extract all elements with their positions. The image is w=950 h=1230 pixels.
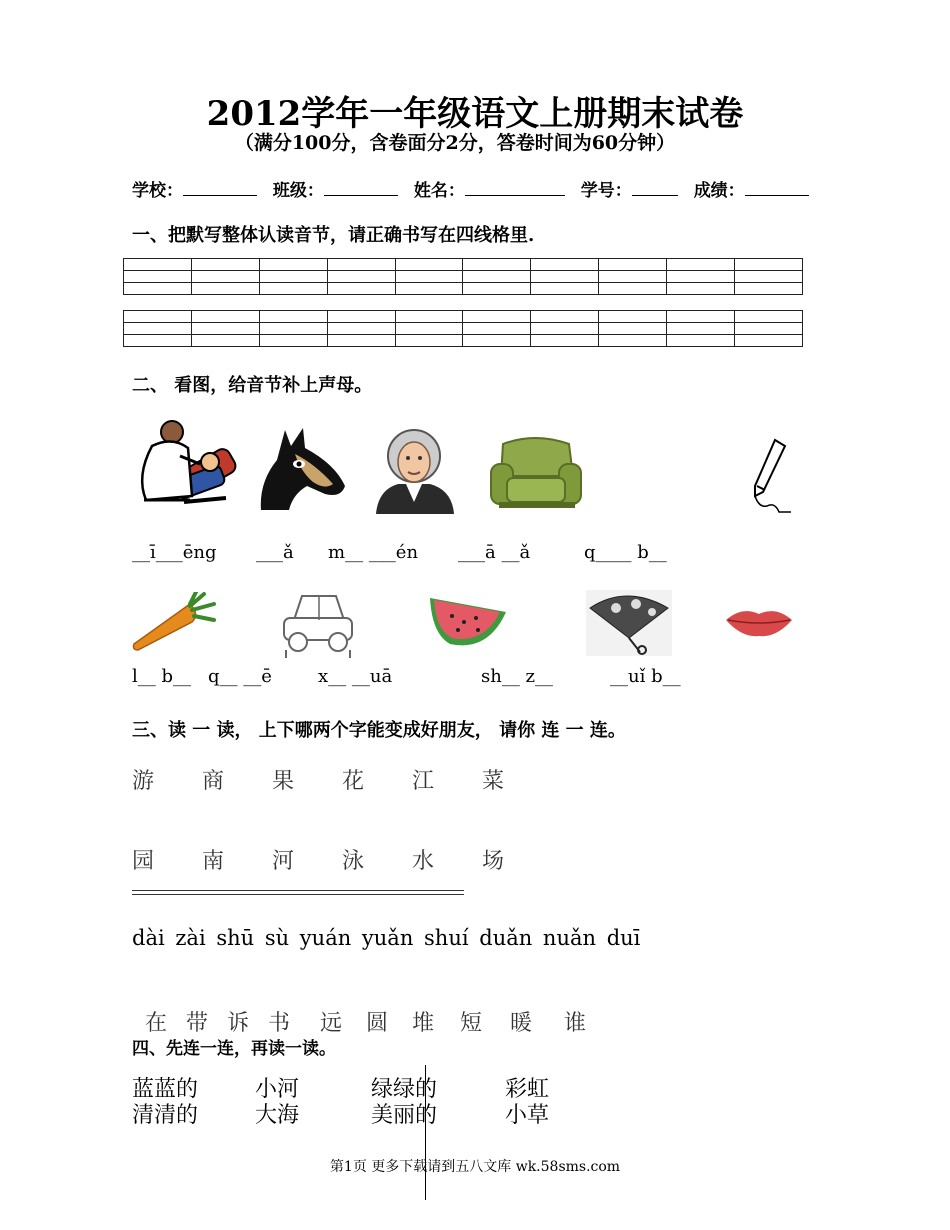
fan-figure [586, 590, 672, 656]
watermelon-figure [428, 594, 508, 650]
pinyin-blank-item[interactable]: ___ā __ǎ [458, 542, 531, 563]
char-item[interactable]: 游 [132, 769, 155, 794]
char-item[interactable]: 菜 [482, 769, 505, 794]
section3-heading: 三、读 一 读， 上下哪两个字能变成好朋友， 请你 连 一 连。 [132, 720, 626, 741]
name-blank[interactable] [465, 181, 565, 196]
char-item[interactable]: 谁 [564, 1011, 587, 1036]
number-blank[interactable] [632, 181, 678, 196]
student-info-line [132, 176, 809, 201]
sofa-figure [489, 434, 584, 512]
char-item[interactable]: 商 [202, 769, 225, 794]
school-blank[interactable] [183, 181, 257, 196]
char-item[interactable]: 带 [186, 1011, 209, 1036]
score-label: 成绩： [693, 181, 745, 201]
char-item[interactable]: 江 [412, 769, 435, 794]
char-item[interactable]: 南 [202, 849, 225, 874]
lips-figure [724, 606, 794, 638]
word-item[interactable]: 绿绿的 [371, 1077, 438, 1102]
class-blank[interactable] [324, 181, 398, 196]
washington-figure [372, 424, 457, 514]
double-divider [132, 890, 464, 895]
char-item[interactable]: 泳 [342, 849, 365, 874]
section1-heading: 一、把默写整体认读音节，请正确书写在四线格里. [132, 225, 535, 246]
pinyin-blank-item[interactable]: x__ __uā [318, 666, 393, 687]
page-title: 2012学年一年级语文上册期末试卷 [206, 94, 744, 134]
char-item[interactable]: 果 [272, 769, 295, 794]
doctor-figure [130, 416, 240, 514]
char-item[interactable]: 远 [320, 1011, 343, 1036]
pinyin-blank-item[interactable]: __ī___ēng [132, 542, 217, 563]
char-item[interactable]: 水 [412, 849, 435, 874]
pinyin-blank-item[interactable]: q__ __ē [208, 666, 272, 687]
pinyin-blank-item[interactable]: __uǐ b__ [610, 666, 681, 687]
word-item[interactable]: 小河 [255, 1077, 300, 1102]
pinyin-blank-item[interactable]: m__ ___én [328, 542, 419, 563]
score-blank[interactable] [745, 181, 809, 196]
pinyin-blank-item[interactable]: l__ b__ [132, 666, 192, 687]
four-line-grid-1[interactable] [123, 258, 803, 295]
char-item[interactable]: 堆 [412, 1011, 435, 1036]
char-item[interactable]: 诉 [227, 1011, 250, 1036]
class-label: 班级： [272, 181, 324, 201]
horse-figure [255, 424, 350, 514]
page-subtitle: （满分100分，含卷面分2分，答卷时间为60分钟） [234, 132, 676, 154]
name-label: 姓名： [413, 181, 465, 201]
section2-heading: 二、 看图，给音节补上声母。 [132, 375, 373, 396]
word-item[interactable]: 美丽的 [371, 1103, 438, 1128]
char-item[interactable]: 河 [272, 849, 295, 874]
pinyin-blank-item[interactable]: q____ b__ [584, 542, 667, 563]
char-item[interactable]: 书 [268, 1011, 291, 1036]
char-item[interactable]: 短 [460, 1011, 483, 1036]
school-label: 学校： [132, 181, 183, 201]
word-item[interactable]: 蓝蓝的 [132, 1077, 199, 1102]
pinyin-blank-item[interactable]: sh__ z__ [481, 666, 554, 687]
pencil-figure [745, 436, 793, 516]
word-item[interactable]: 小草 [505, 1103, 550, 1128]
four-line-grid-2[interactable] [123, 310, 803, 347]
char-item[interactable]: 场 [482, 849, 505, 874]
word-item[interactable]: 清清的 [132, 1103, 199, 1128]
car-figure [280, 590, 354, 660]
page-footer: 第1页 更多下载请到五八文库 wk.58sms.com [329, 1159, 621, 1175]
char-item[interactable]: 在 [145, 1011, 168, 1036]
section4-heading: 四、先连一连，再读一读。 [132, 1039, 336, 1059]
char-item[interactable]: 暖 [510, 1011, 533, 1036]
char-item[interactable]: 花 [342, 769, 365, 794]
pinyin-blank-item[interactable]: ___ǎ [256, 542, 294, 563]
word-item[interactable]: 彩虹 [505, 1077, 550, 1102]
char-item[interactable]: 园 [132, 849, 155, 874]
number-label: 学号： [580, 181, 632, 201]
carrot-figure [130, 592, 216, 654]
pinyin-line[interactable]: dài zài shū sù yuán yuǎn shuí duǎn nuǎn duī [132, 926, 641, 950]
char-item[interactable]: 圆 [366, 1011, 389, 1036]
word-item[interactable]: 大海 [255, 1103, 300, 1128]
